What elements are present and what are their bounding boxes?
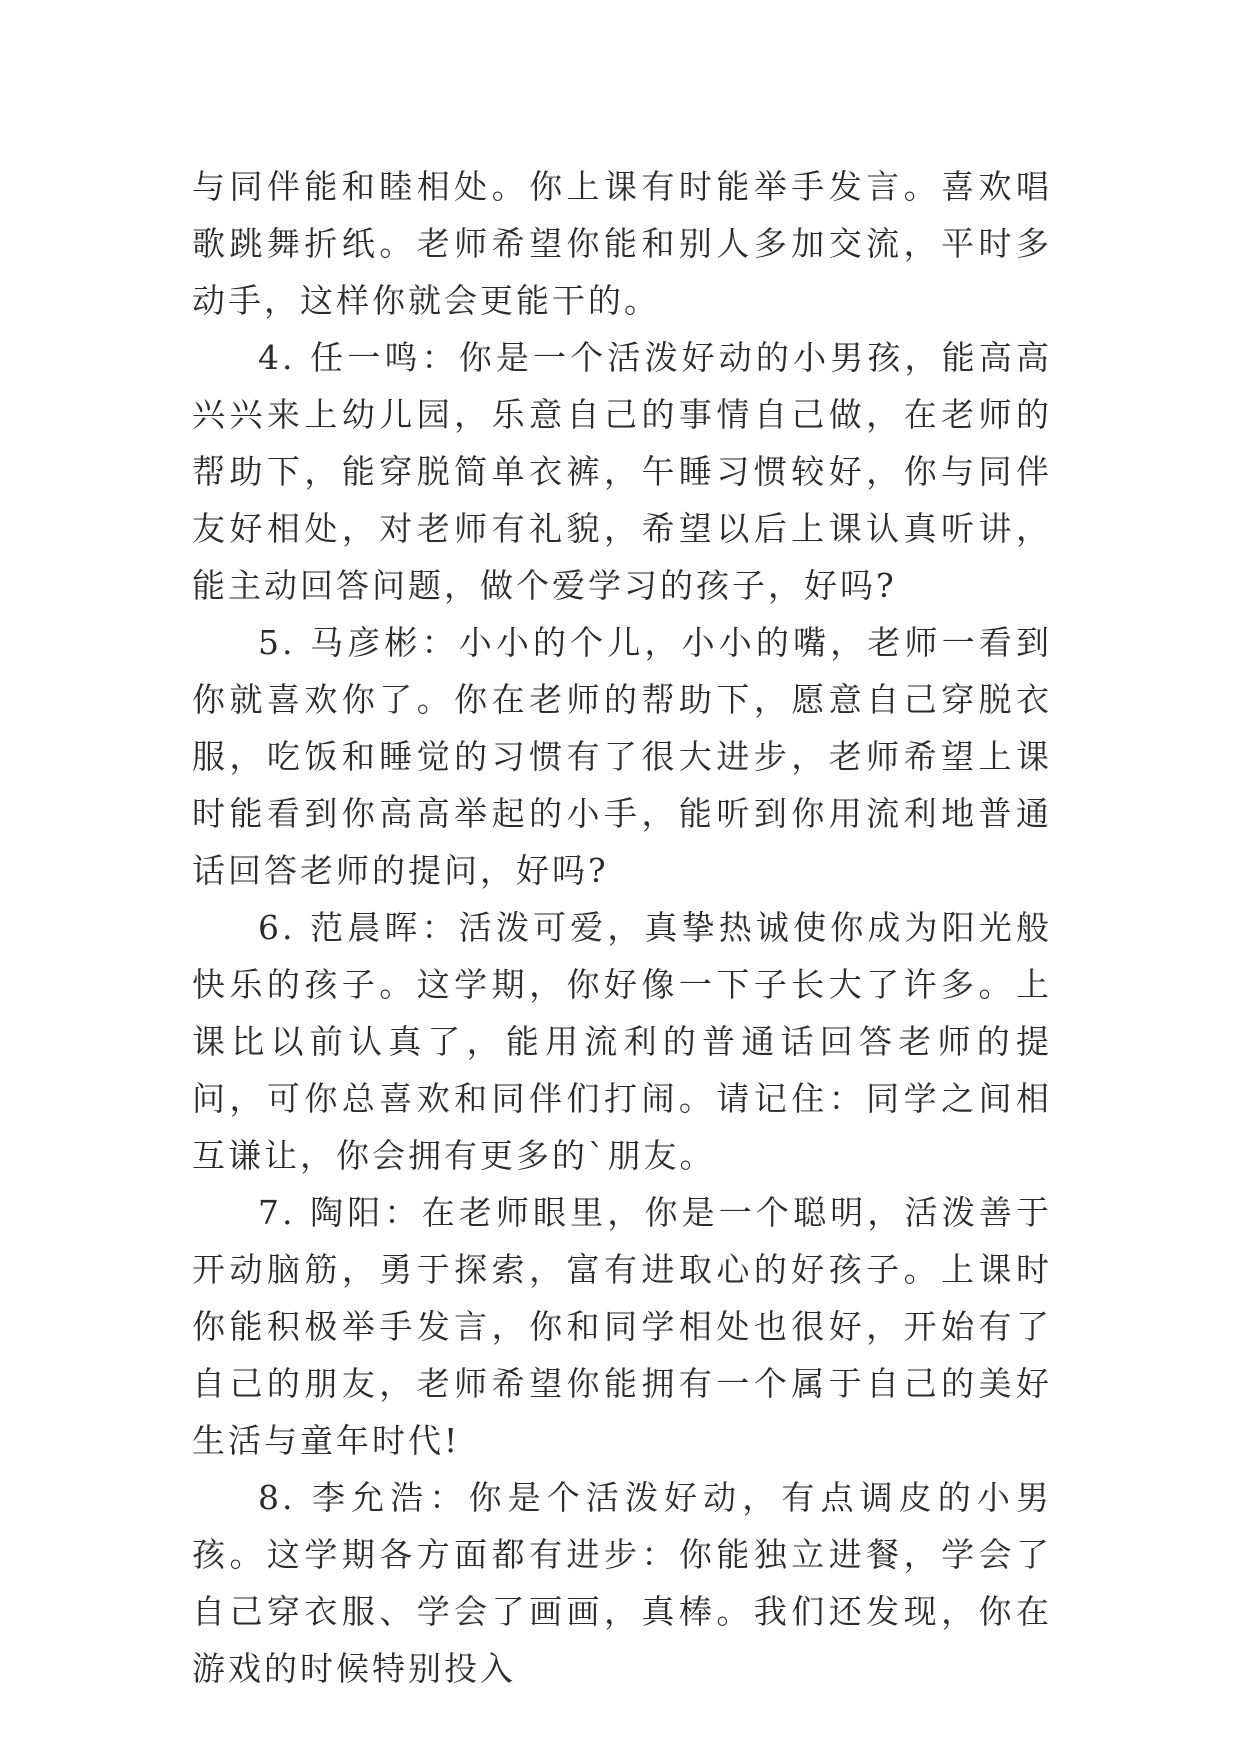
paragraph-item-8: 8. 李允浩：你是个活泼好动，有点调皮的小男孩。这学期各方面都有进步：你能独立进餐，学会了自己穿衣服、学会了画画，真棒。我们还发现，你在游戏的时候特别投入: [192, 1478, 1052, 1688]
document-body: [192, 158, 1052, 1697]
paragraph-item-6: 6. 范晨晖：活泼可爱，真挚热诚使你成为阳光般快乐的孩子。这学期，你好像一下子长大了许多。上课比以前认真了，能用流利的普通话回答老师的提问，可你总喜欢和同伴们打闹。请记住：同学之间相互谦让，你会拥有更多的`朋友。: [192, 908, 1052, 1175]
paragraph-item-7: 7. 陶阳：在老师眼里，你是一个聪明，活泼善于开动脑筋，勇于探索，富有进取心的好孩子。上课时你能积极举手发言，你和同学相处也很好，开始有了自己的朋友，老师希望你能拥有一个属于自己的美好生活与童年时代!: [192, 1193, 1052, 1460]
paragraph-item-4: 4. 任一鸣：你是一个活泼好动的小男孩，能高高兴兴来上幼儿园，乐意自己的事情自己做，在老师的帮助下，能穿脱简单衣裤，午睡习惯较好，你与同伴友好相处，对老师有礼貌，希望以后上课认真听讲，能主动回答问题，做个爱学习的孩子，好吗?: [192, 338, 1052, 605]
paragraph-item-5: 5. 马彦彬：小小的个儿，小小的嘴，老师一看到你就喜欢你了。你在老师的帮助下，愿意自己穿脱衣服，吃饭和睡觉的习惯有了很大进步，老师希望上课时能看到你高高举起的小手，能听到你用流利地普通话回答老师的提问，好吗?: [192, 623, 1052, 890]
paragraph-continuation: 与同伴能和睦相处。你上课有时能举手发言。喜欢唱歌跳舞折纸。老师希望你能和别人多加交流，平时多动手，这样你就会更能干的。: [192, 167, 1052, 320]
